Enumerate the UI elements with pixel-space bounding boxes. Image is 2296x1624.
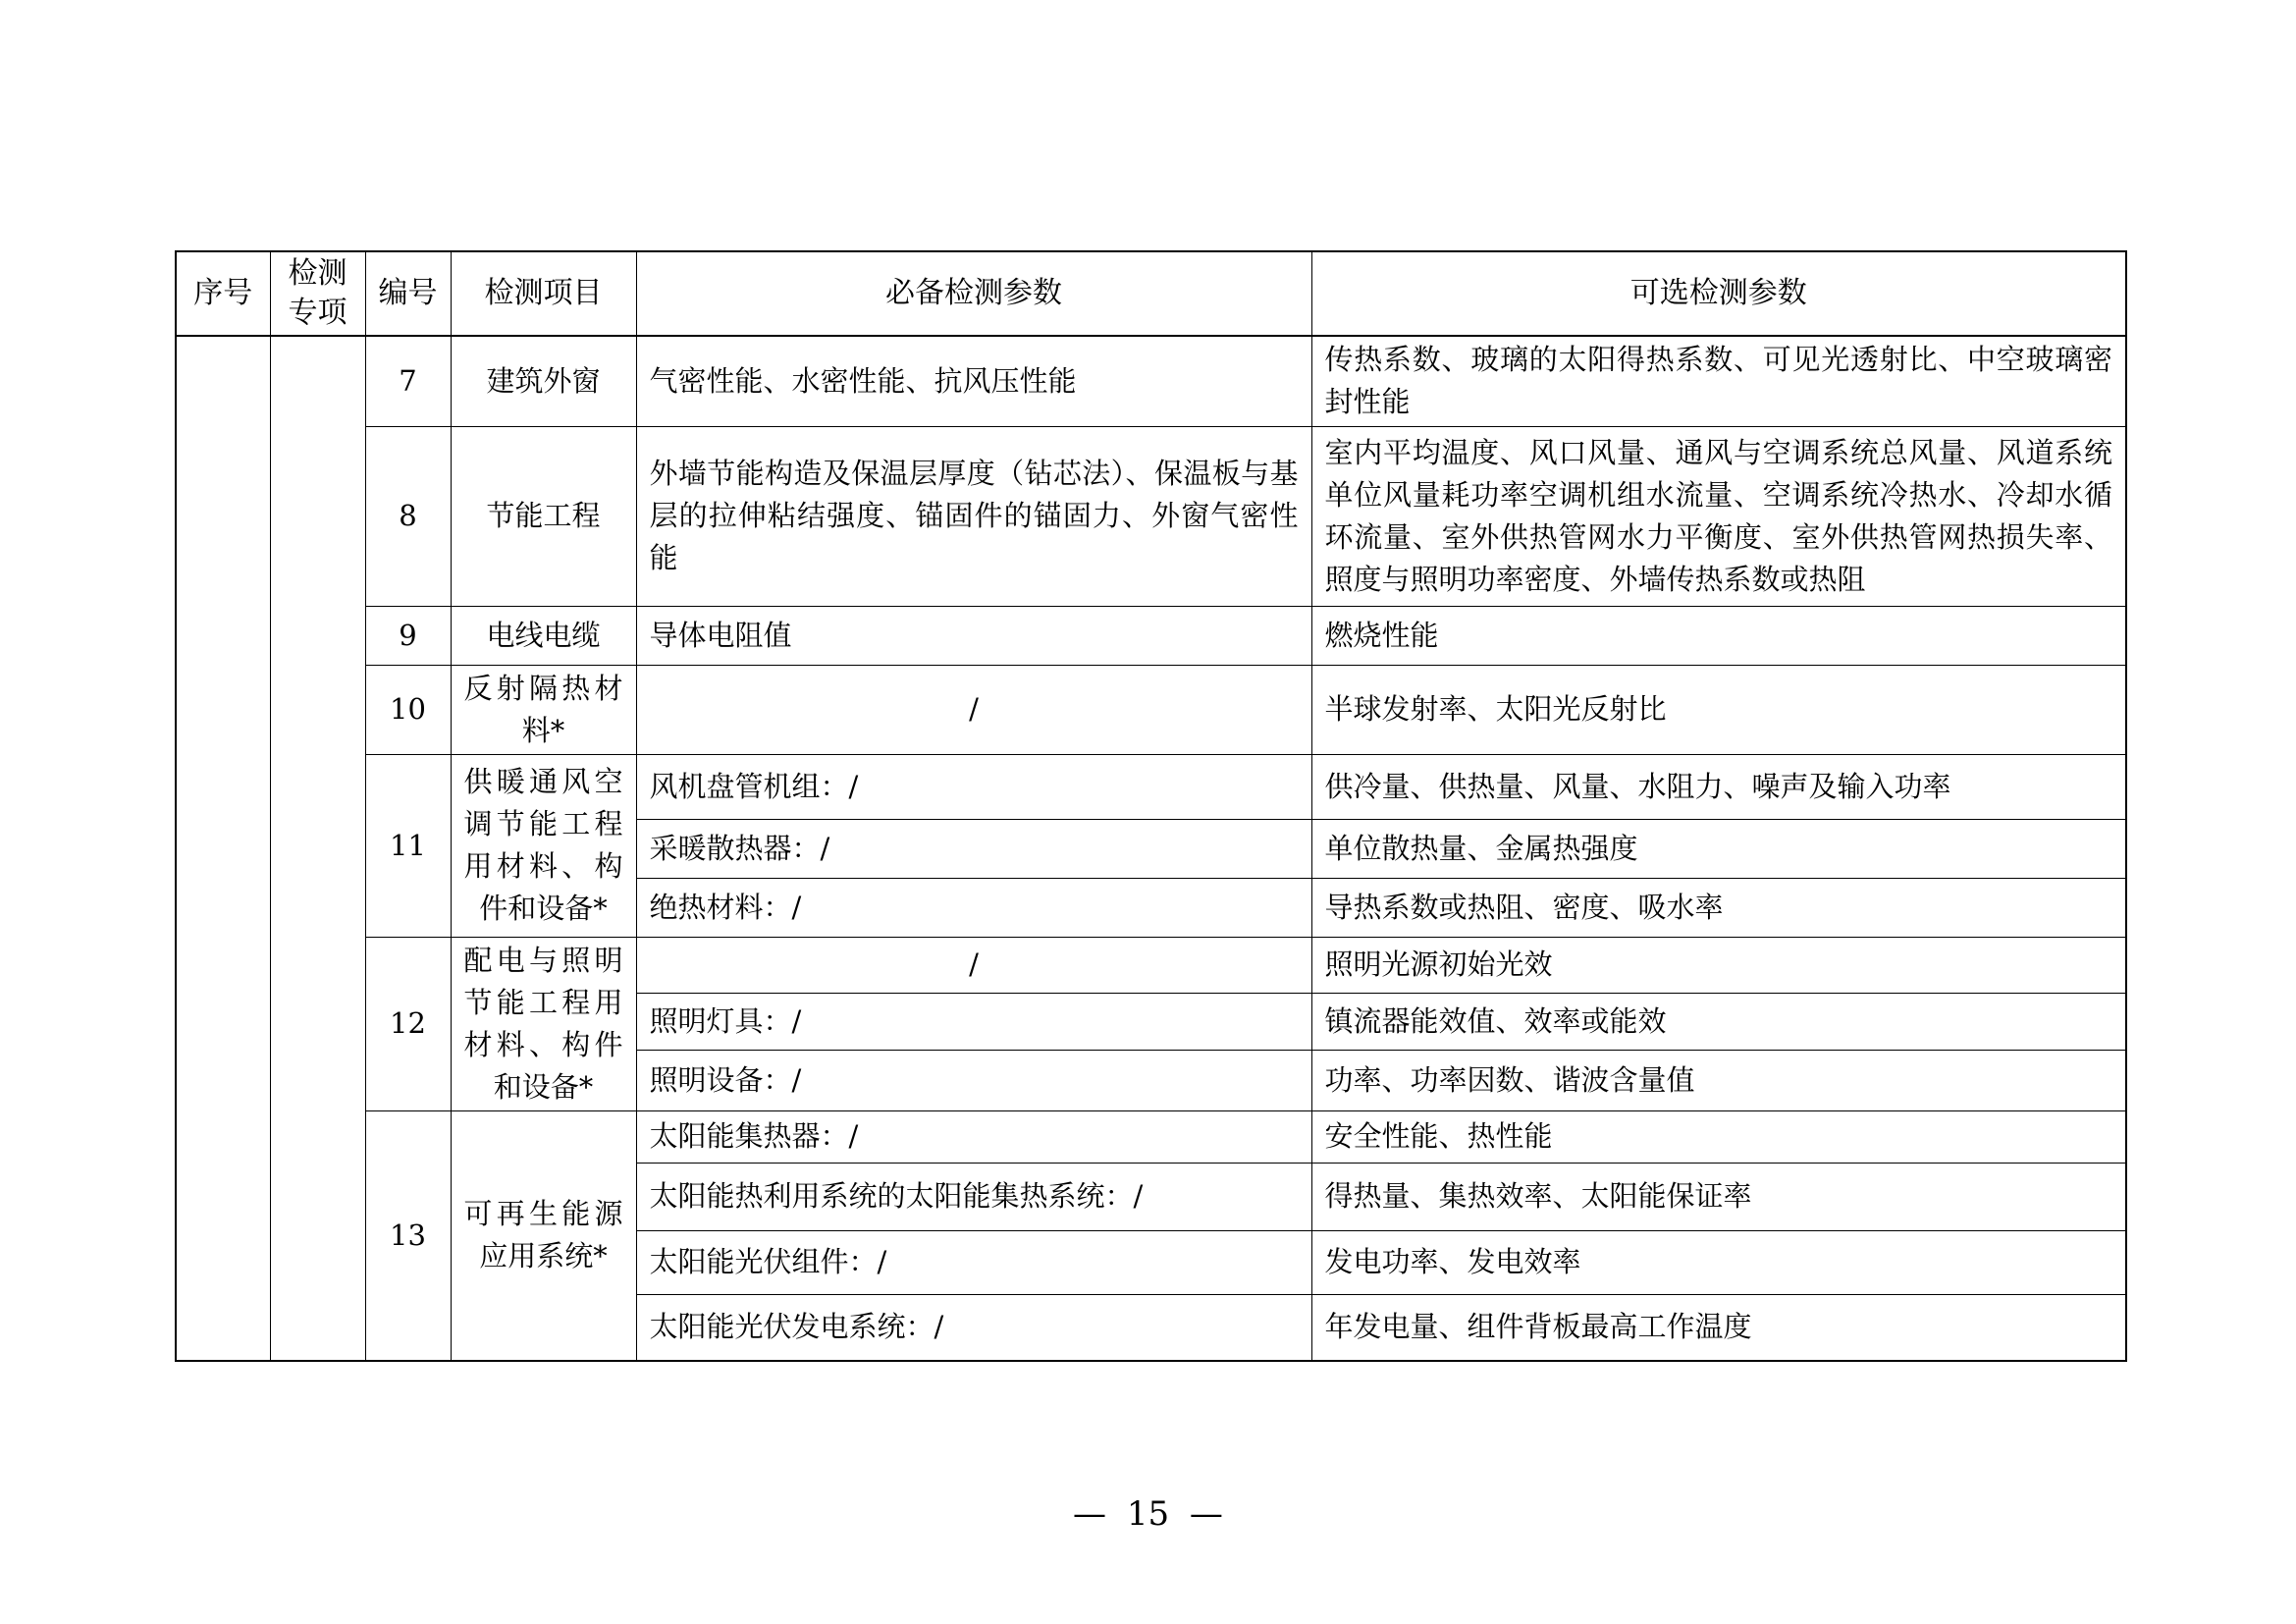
cell-required: 照明设备：/ xyxy=(636,1050,1311,1110)
cell-optional: 功率、功率因数、谐波含量值 xyxy=(1311,1050,2126,1110)
cell-required: / xyxy=(636,665,1311,754)
header-no: 编号 xyxy=(365,251,451,336)
cell-item: 建筑外窗 xyxy=(451,336,636,426)
cell-item: 电线电缆 xyxy=(451,606,636,665)
cell-optional: 镇流器能效值、效率或能效 xyxy=(1311,993,2126,1050)
header-required: 必备检测参数 xyxy=(636,251,1311,336)
cell-no: 12 xyxy=(365,937,451,1110)
cell-required: 太阳能光伏发电系统：/ xyxy=(636,1294,1311,1361)
cell-optional: 年发电量、组件背板最高工作温度 xyxy=(1311,1294,2126,1361)
table-row xyxy=(176,336,2126,426)
serial-column-empty-cell xyxy=(176,336,270,1361)
cell-required: / xyxy=(636,937,1311,993)
table-row xyxy=(176,606,2126,665)
cell-required: 风机盘管机组：/ xyxy=(636,754,1311,819)
page-number: — 15 — xyxy=(1073,1494,1223,1534)
table-row xyxy=(176,754,2126,819)
table-row xyxy=(176,665,2126,754)
cell-item: 配电与照明节能工程用材料、构件和设备* xyxy=(451,937,636,1110)
table-row xyxy=(176,426,2126,606)
inspection-parameters-table xyxy=(175,250,2127,1362)
header-special: 检测专项 xyxy=(270,251,365,336)
cell-optional: 单位散热量、金属热强度 xyxy=(1311,819,2126,878)
cell-optional: 发电功率、发电效率 xyxy=(1311,1230,2126,1294)
cell-no: 9 xyxy=(365,606,451,665)
cell-required: 太阳能热利用系统的太阳能集热系统：/ xyxy=(636,1163,1311,1230)
cell-item: 节能工程 xyxy=(451,426,636,606)
cell-item: 供暖通风空调节能工程用材料、构件和设备* xyxy=(451,754,636,937)
cell-required: 导体电阻值 xyxy=(636,606,1311,665)
cell-item: 可再生能源应用系统* xyxy=(451,1110,636,1361)
cell-no: 13 xyxy=(365,1110,451,1361)
table-header-row xyxy=(176,251,2126,336)
cell-required: 采暖散热器：/ xyxy=(636,819,1311,878)
cell-required: 绝热材料：/ xyxy=(636,878,1311,937)
cell-item: 反射隔热材料* xyxy=(451,665,636,754)
cell-optional: 得热量、集热效率、太阳能保证率 xyxy=(1311,1163,2126,1230)
cell-optional: 照明光源初始光效 xyxy=(1311,937,2126,993)
cell-optional: 导热系数或热阻、密度、吸水率 xyxy=(1311,878,2126,937)
cell-required: 照明灯具：/ xyxy=(636,993,1311,1050)
special-column-empty-cell xyxy=(270,336,365,1361)
cell-optional: 传热系数、玻璃的太阳得热系数、可见光透射比、中空玻璃密封性能 xyxy=(1311,336,2126,426)
cell-optional: 燃烧性能 xyxy=(1311,606,2126,665)
cell-no: 10 xyxy=(365,665,451,754)
header-optional: 可选检测参数 xyxy=(1311,251,2126,336)
cell-optional: 安全性能、热性能 xyxy=(1311,1110,2126,1163)
cell-no: 7 xyxy=(365,336,451,426)
cell-required: 太阳能光伏组件：/ xyxy=(636,1230,1311,1294)
table-row xyxy=(176,1110,2126,1163)
cell-required: 太阳能集热器：/ xyxy=(636,1110,1311,1163)
cell-optional: 供冷量、供热量、风量、水阻力、噪声及输入功率 xyxy=(1311,754,2126,819)
header-item: 检测项目 xyxy=(451,251,636,336)
table-row xyxy=(176,937,2126,993)
cell-optional: 半球发射率、太阳光反射比 xyxy=(1311,665,2126,754)
header-serial: 序号 xyxy=(176,251,270,336)
cell-required: 外墙节能构造及保温层厚度（钻芯法）、保温板与基层的拉伸粘结强度、锚固件的锚固力、外窗气密性能 xyxy=(636,426,1311,606)
cell-optional: 室内平均温度、风口风量、通风与空调系统总风量、风道系统单位风量耗功率空调机组水流量、空调系统冷热水、冷却水循环流量、室外供热管网水力平衡度、室外供热管网热损失率、照度与照明功率密度、外墙传热系数或热阻 xyxy=(1311,426,2126,606)
cell-no: 11 xyxy=(365,754,451,937)
cell-required: 气密性能、水密性能、抗风压性能 xyxy=(636,336,1311,426)
cell-no: 8 xyxy=(365,426,451,606)
